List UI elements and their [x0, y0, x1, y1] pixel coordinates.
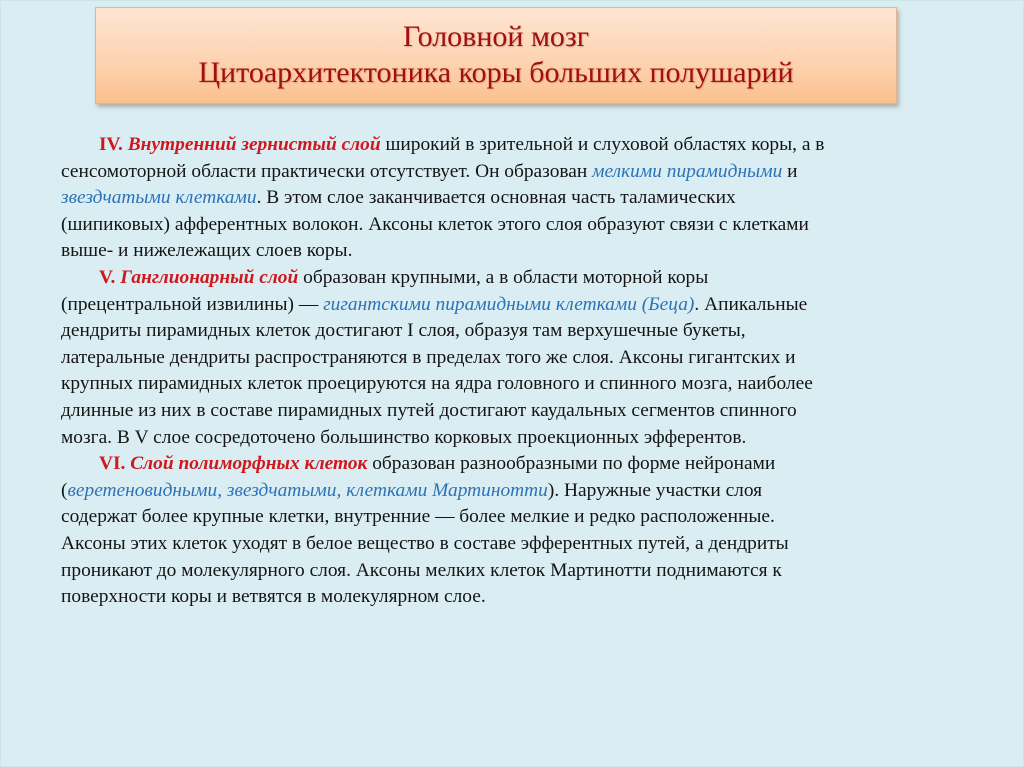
text-segment: и — [782, 160, 798, 182]
text-segment: образован разнообразными по форме нейронами — [367, 453, 776, 475]
text-line — [61, 318, 971, 345]
highlighted-term: мелкими пирамидными — [592, 160, 783, 182]
text-line — [61, 292, 971, 319]
text-line — [61, 371, 971, 398]
layer-term: Ганглионарный слой — [120, 266, 299, 288]
text-line — [61, 531, 971, 558]
body-text — [61, 132, 971, 611]
text-segment: проникают до молекулярного слоя. Аксоны мелких клеток Мартинотти поднимаются к — [61, 559, 782, 581]
title-box — [95, 7, 897, 104]
layer-term: Слой полиморфных клеток — [130, 453, 368, 475]
layer-paragraph — [61, 132, 971, 265]
highlighted-term: звездчатыми клетками — [61, 187, 257, 209]
text-segment: образован крупными, а в области моторной коры — [298, 266, 709, 288]
text-line — [61, 238, 971, 265]
text-segment: дендриты пирамидных клеток достигают I слоя, образуя там верхушечные букеты, — [61, 320, 746, 342]
text-segment: длинные из них в составе пирамидных путей достигают каудальных сегментов спинного — [61, 399, 797, 421]
text-segment: . Апикальные — [694, 293, 808, 315]
highlighted-term: гигантскими пирамидными клетками (Беца) — [323, 293, 695, 315]
text-segment: (прецентральной извилины) — — [61, 293, 324, 315]
text-line — [61, 345, 971, 372]
layer-paragraph — [61, 265, 971, 451]
title-line-2: Цитоархитектоника коры больших полушарий — [198, 56, 794, 89]
title-line-1: Головной мозг — [402, 20, 590, 53]
text-segment: мозга. В V слое сосредоточено большинство корковых проекционных эфферентов. — [61, 426, 747, 448]
layer-numeral: VI. — [99, 453, 131, 475]
text-segment: крупных пирамидных клеток проецируются на ядра головного и спинного мозга, наиболее — [61, 373, 813, 395]
text-segment: . В этом слое заканчивается основная часть таламических — [256, 187, 736, 209]
text-segment: выше- и нижележащих слоев коры. — [61, 240, 353, 262]
layer-numeral: IV. — [99, 134, 128, 155]
text-segment: ( — [61, 479, 68, 501]
text-line — [61, 425, 971, 452]
text-segment: (шипиковых) афферентных волокон. Аксоны клеток этого слоя образуют связи с клетками — [61, 213, 809, 235]
text-segment: содержат более крупные клетки, внутренние — более мелкие и редко расположенные. — [61, 506, 775, 528]
text-segment: латеральные дендриты распространяются в пределах того же слоя. Аксоны гигантских и — [61, 346, 796, 368]
text-line — [61, 132, 971, 159]
text-segment: поверхности коры и ветвятся в молекулярном слое. — [61, 586, 486, 608]
text-line — [61, 185, 971, 212]
layer-paragraph — [61, 451, 971, 611]
text-line — [61, 451, 971, 478]
text-line — [61, 558, 971, 585]
text-line — [61, 584, 971, 611]
text-line — [61, 504, 971, 531]
text-segment: широкий в зрительной и слуховой областях коры, а в — [380, 134, 825, 155]
layer-numeral: V. — [99, 266, 121, 288]
highlighted-term: веретеновидными, звездчатыми, клетками Мартинотти — [67, 479, 548, 501]
text-line — [61, 159, 971, 186]
text-line — [61, 398, 971, 425]
text-line — [61, 212, 971, 239]
text-segment: Аксоны этих клеток уходят в белое вещество в составе эфферентных путей, а дендриты — [61, 532, 789, 554]
layer-term: Внутренний зернистый слой — [127, 134, 381, 155]
text-segment: сенсомоторной области практически отсутствует. Он образован — [61, 160, 593, 182]
text-line — [61, 265, 971, 292]
text-segment: ). Наружные участки слоя — [547, 479, 763, 501]
text-line — [61, 478, 971, 505]
